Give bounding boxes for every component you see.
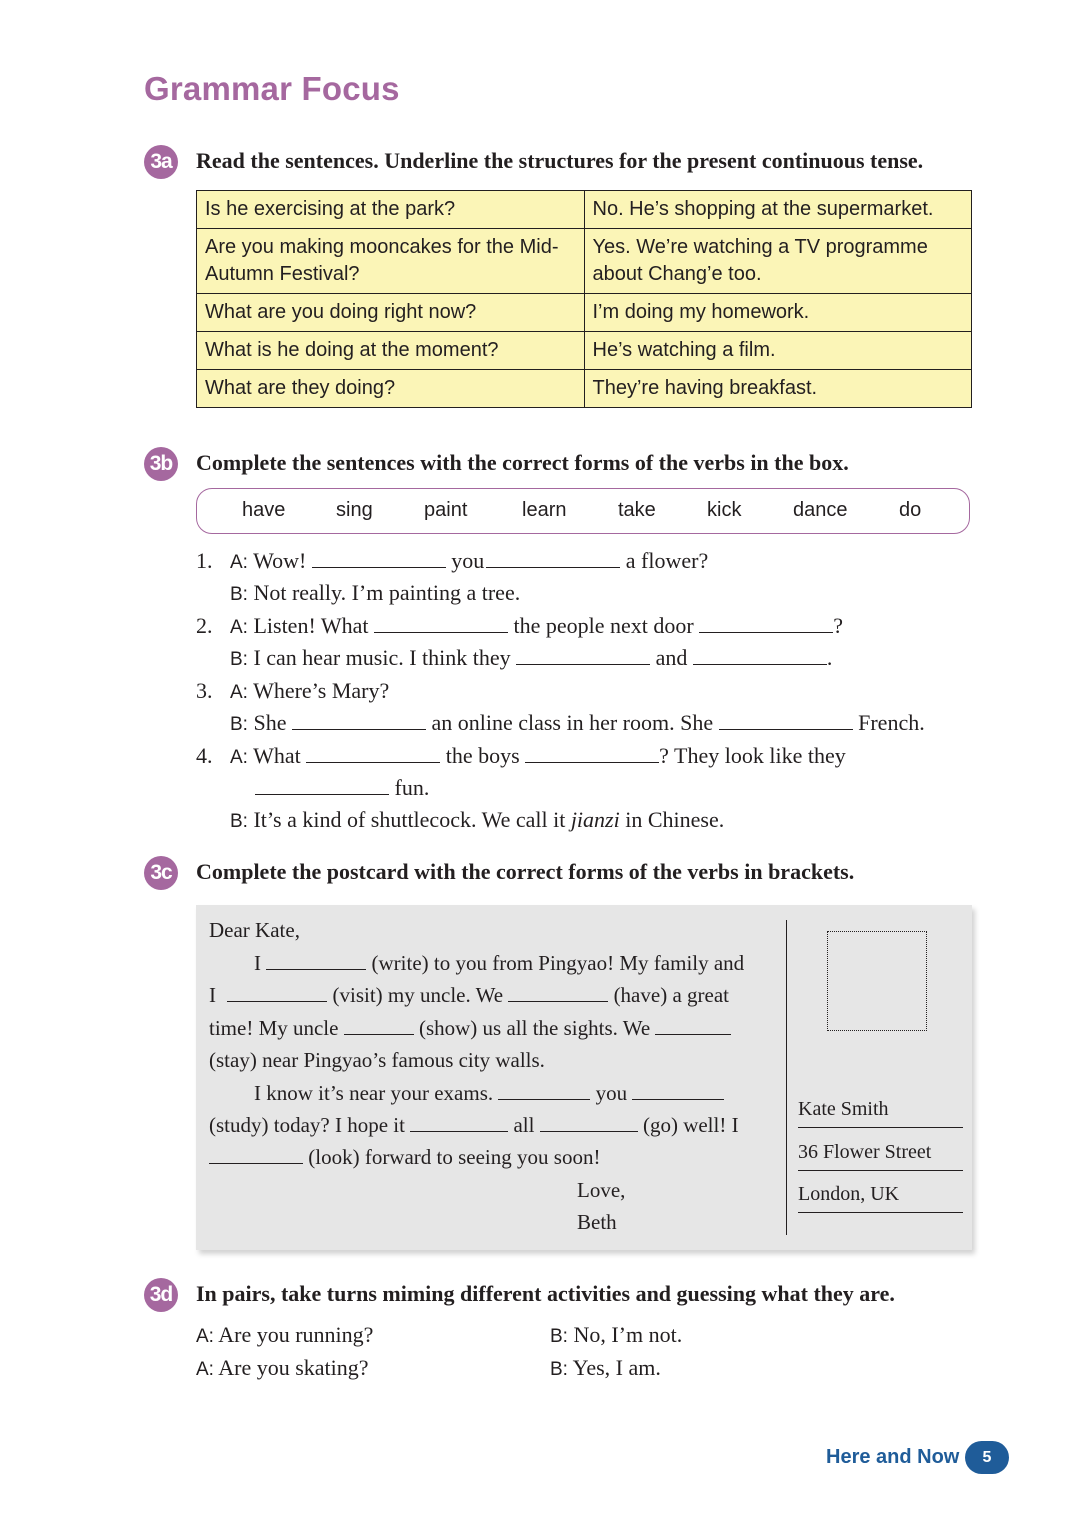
text: Yes, I am.	[572, 1355, 661, 1380]
word-option: kick	[707, 499, 742, 521]
table-row	[197, 294, 972, 332]
question-1-b	[230, 580, 520, 606]
answer-blank[interactable]	[209, 1147, 303, 1164]
text: It’s a kind of shuttlecock. We call it	[253, 807, 566, 832]
text: I	[254, 951, 261, 975]
answer-cell: No. He’s shopping at the supermarket.	[584, 191, 972, 229]
postcard-line	[209, 1145, 600, 1170]
page-number: 5	[965, 1441, 1009, 1474]
question-3-b	[230, 710, 925, 736]
text: (show) us all the sights. We	[418, 1016, 651, 1040]
answer-blank[interactable]	[699, 614, 833, 633]
text: Listen! What	[253, 613, 369, 638]
question-4-a	[230, 743, 846, 769]
answer-blank[interactable]	[516, 646, 650, 665]
text: Wow!	[253, 548, 307, 573]
answer-blank[interactable]	[498, 1083, 590, 1100]
postcard-greeting: Dear Kate,	[209, 918, 300, 942]
text: in Chinese.	[625, 807, 725, 832]
question-cell: Are you making mooncakes for the Mid-Autumn Festival?	[197, 229, 585, 294]
text: French.	[858, 710, 925, 735]
question-cell: What is he doing at the moment?	[197, 332, 585, 370]
speaker-b-label: B:	[230, 714, 248, 735]
answer-blank[interactable]	[312, 549, 446, 568]
postcard-line	[209, 983, 729, 1008]
answer-blank[interactable]	[255, 776, 389, 795]
question-3-a	[230, 678, 389, 704]
speaker-a-label: A:	[230, 682, 248, 703]
word-option: learn	[522, 499, 567, 521]
text: I	[209, 983, 216, 1007]
address-name: Kate Smith	[798, 1098, 963, 1128]
unit-title: Here and Now	[826, 1446, 960, 1468]
answer-blank[interactable]	[266, 953, 366, 970]
text: No, I’m not.	[573, 1322, 683, 1347]
question-number: 3.	[196, 678, 213, 703]
postcard-divider	[786, 920, 787, 1235]
dialogue-line	[196, 1322, 373, 1348]
text: Not really. I’m painting a tree.	[253, 580, 521, 605]
instruction-3c: Complete the postcard with the correct forms of the verbs in brackets.	[196, 859, 855, 884]
word-option: paint	[424, 499, 468, 521]
question-number: 1.	[196, 548, 213, 573]
word-option: do	[899, 499, 922, 521]
page-title: Grammar Focus	[144, 70, 400, 107]
text: (write) to you from Pingyao! My family and	[371, 951, 745, 975]
text: (visit) my uncle. We	[332, 983, 504, 1007]
text: What	[253, 743, 301, 768]
text: Where’s Mary?	[253, 678, 390, 703]
table-row	[197, 332, 972, 370]
answer-blank[interactable]	[292, 711, 426, 730]
question-4-b	[230, 807, 724, 833]
speaker-b-label: B:	[550, 1326, 568, 1347]
answer-blank[interactable]	[693, 646, 827, 665]
text: you	[451, 548, 485, 573]
stamp-box	[827, 931, 927, 1031]
text: and	[655, 645, 688, 670]
exercise-badge-3d: 3d	[144, 1278, 178, 1312]
text: I know it’s near your exams.	[254, 1081, 494, 1105]
question-2-b	[230, 645, 832, 671]
postcard-line	[209, 1113, 739, 1138]
answer-blank[interactable]	[655, 1018, 731, 1035]
instruction-3b: Complete the sentences with the correct forms of the verbs in the box.	[196, 450, 849, 475]
question-number: 4.	[196, 743, 213, 768]
speaker-b-label: B:	[230, 811, 248, 832]
speaker-a-label: A:	[196, 1326, 214, 1347]
address-street: 36 Flower Street	[798, 1141, 963, 1171]
postcard-line: (stay) near Pingyao’s famous city walls.	[209, 1048, 545, 1072]
answer-blank[interactable]	[508, 985, 608, 1002]
answer-blank[interactable]	[410, 1115, 508, 1132]
speaker-a-label: A:	[230, 617, 248, 638]
text: all	[513, 1113, 535, 1137]
text: (go) well! I	[642, 1113, 739, 1137]
exercise-badge-3a: 3a	[144, 145, 178, 179]
word-box	[196, 488, 970, 534]
address-city: London, UK	[798, 1183, 963, 1213]
text: ?	[833, 613, 844, 638]
word-option: take	[618, 499, 656, 521]
question-2-a	[230, 613, 843, 639]
postcard-closing: Love,	[577, 1178, 626, 1202]
speaker-b-label: B:	[550, 1359, 568, 1380]
text: the people next door	[513, 613, 694, 638]
exercise-badge-3b: 3b	[144, 447, 178, 481]
text: the boys	[445, 743, 520, 768]
answer-cell: Yes. We’re watching a TV programme about Chang’e too.	[584, 229, 972, 294]
question-cell: What are you doing right now?	[197, 294, 585, 332]
answer-blank[interactable]	[306, 744, 440, 763]
text: (study) today? I hope it	[209, 1113, 405, 1137]
dialogue-line	[550, 1355, 661, 1381]
text: you	[595, 1081, 628, 1105]
text: She	[253, 710, 287, 735]
instruction-3d: In pairs, take turns miming different activities and guessing what they are.	[196, 1281, 895, 1306]
answer-blank[interactable]	[486, 549, 620, 568]
question-number: 2.	[196, 613, 213, 638]
text: an online class in her room. She	[431, 710, 714, 735]
speaker-a-label: A:	[230, 747, 248, 768]
answer-blank[interactable]	[719, 711, 853, 730]
italic-term: jianzi	[570, 807, 620, 832]
text: (have) a great	[613, 983, 729, 1007]
question-1-a	[230, 548, 708, 574]
text: (look) forward to seeing you soon!	[308, 1145, 601, 1169]
question-cell: Is he exercising at the park?	[197, 191, 585, 229]
answer-blank[interactable]	[540, 1115, 638, 1132]
text: I can hear music. I think they	[253, 645, 511, 670]
text: Are you skating?	[218, 1355, 369, 1380]
speaker-a-label: A:	[196, 1359, 214, 1380]
question-1-line-a	[196, 548, 213, 574]
answer-cell: They’re having breakfast.	[584, 370, 972, 408]
grammar-table	[196, 190, 972, 408]
answer-blank[interactable]	[344, 1018, 414, 1035]
word-option: have	[242, 499, 286, 521]
word-option: sing	[336, 499, 373, 521]
table-row	[197, 191, 972, 229]
postcard-line	[254, 1081, 724, 1106]
answer-cell: I’m doing my homework.	[584, 294, 972, 332]
dialogue-line	[550, 1322, 682, 1348]
dialogue-line	[196, 1355, 369, 1381]
speaker-b-label: B:	[230, 649, 248, 670]
table-row	[197, 229, 972, 294]
answer-blank[interactable]	[525, 744, 659, 763]
speaker-b-label: B:	[230, 584, 248, 605]
text: .	[826, 645, 833, 670]
question-cell: What are they doing?	[197, 370, 585, 408]
speaker-a-label: A:	[230, 552, 248, 573]
postcard-signature: Beth	[577, 1210, 617, 1234]
question-4-a-cont	[255, 775, 429, 801]
postcard-line	[209, 1016, 731, 1041]
word-option: dance	[793, 499, 848, 521]
instruction-3a: Read the sentences. Underline the structures for the present continuous tense.	[196, 148, 924, 173]
answer-blank[interactable]	[374, 614, 508, 633]
text: Are you running?	[218, 1322, 374, 1347]
text: a flower?	[625, 548, 709, 573]
postcard-line	[254, 951, 744, 976]
exercise-badge-3c: 3c	[144, 856, 178, 890]
answer-cell: He’s watching a film.	[584, 332, 972, 370]
text: ? They look like they	[659, 743, 846, 768]
text: time! My uncle	[209, 1016, 339, 1040]
answer-blank[interactable]	[227, 985, 327, 1002]
text: fun.	[394, 775, 430, 800]
answer-blank[interactable]	[632, 1083, 724, 1100]
table-row	[197, 370, 972, 408]
